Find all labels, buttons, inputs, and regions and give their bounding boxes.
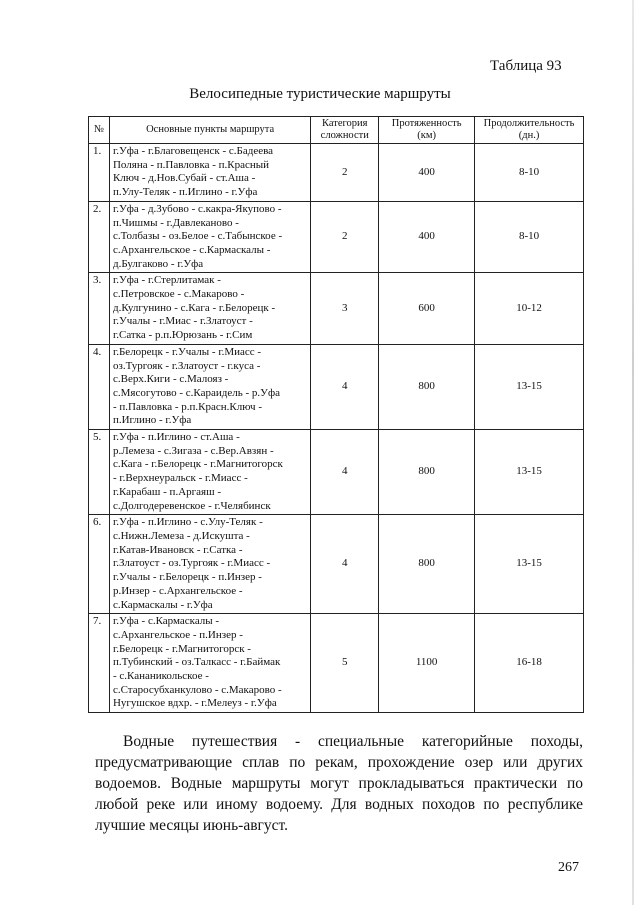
row-duration: 8-10 [475,201,584,273]
table-row [89,273,584,345]
row-length: 800 [379,430,475,515]
row-category: 4 [311,430,379,515]
row-duration: 13-15 [475,430,584,515]
page-edge [632,0,634,905]
header-route: Основные пункты маршрута [109,117,310,144]
body-paragraph: Водные путешествия - специальные категорийные походы, предусматривающие сплав по рекам, прохождение озер или других водоемов. Водные маршруты могут прокладываться практически по любой реке или иному водоему. Для водных походов по республике лучшие месяцы июнь-август. [95,733,583,834]
row-category: 4 [311,515,379,614]
row-length: 400 [379,144,475,202]
row-length: 800 [379,515,475,614]
row-duration: 16-18 [475,614,584,713]
table-row [89,430,584,515]
row-category: 4 [311,344,379,429]
table-row [89,201,584,273]
row-num: 5. [89,430,110,515]
header-length: Протяженность (км) [379,117,475,144]
row-num: 1. [89,144,110,202]
row-category: 3 [311,273,379,345]
row-route: г.Уфа - п.Иглино - ст.Аша - р.Лемеза - с.Зигаза - с.Вер.Авзян - с.Кага - г.Белорецк - г.Магнитогорск - г.Верхнеуральск - г.Миасс - г.Карабаш - п.Аргаяш - с.Долгодеревенское - г.Челябинск [109,430,310,515]
row-route: г.Уфа - г.Стерлитамак - с.Петровское - с.Макарово - д.Кулгунино - с.Кага - г.Белорецк - г.Учалы - г.Миас - г.Златоуст - г.Сатка - р.п.Юрюзань - г.Сим [109,273,310,345]
row-duration: 10-12 [475,273,584,345]
row-num: 6. [89,515,110,614]
table-title: Велосипедные туристические маршруты [189,86,451,102]
row-category: 5 [311,614,379,713]
page-number: 267 [558,860,579,875]
row-route: г.Белорецк - г.Учалы - г.Миасс - оз.Тургояк - г.Златоуст - г.куса - с.Верх.Киги - с.Малояз - с.Мясогутово - с.Караидель - р.Уфа - п.Павловка - р.п.Красн.Ключ - п.Иглино - г.Уфа [109,344,310,429]
table-row [89,144,584,202]
row-duration: 13-15 [475,515,584,614]
routes-table [88,116,584,713]
row-category: 2 [311,144,379,202]
header-category: Категория сложности [311,117,379,144]
table-row [89,344,584,429]
row-length: 600 [379,273,475,345]
row-route: г.Уфа - с.Кармаскалы - с.Архангельское - п.Инзер - г.Белорецк - г.Магнитогорск - п.Тубинский - оз.Талкасс - г.Баймак - с.Кананикольское - с.Старосубханкулово - с.Макарово - Нугушское вдхр. - г.Мелеуз - г.Уфа [109,614,310,713]
row-duration: 8-10 [475,144,584,202]
row-category: 2 [311,201,379,273]
row-length: 400 [379,201,475,273]
row-route: г.Уфа - д.Зубово - с.какра-Якупово - п.Чишмы - г.Давлеканово - с.Толбазы - оз.Белое - с.Табынское - с.Архангельское - с.Кармаскалы - д.Булгаково - г.Уфа [109,201,310,273]
row-route: г.Уфа - п.Иглино - с.Улу-Теляк - с.Нижн.Лемеза - д.Искуштa - г.Катав-Ивановск - г.Сатка - г.Златоуст - оз.Тургояк - г.Миасс - г.Учалы - г.Белорецк - п.Инзер - р.Инзер - с.Архангельское - с.Кармаскалы - г.Уфа [109,515,310,614]
row-length: 800 [379,344,475,429]
row-route: г.Уфа - г.Благовещенск - с.Бадеева Поляна - п.Павловка - п.Красный Ключ - д.Нов.Субай - ст.Аша - п.Улу-Теляк - п.Иглино - г.Уфа [109,144,310,202]
row-length: 1100 [379,614,475,713]
table-label: Таблица 93 [490,58,562,74]
row-duration: 13-15 [475,344,584,429]
table-header-row [89,117,584,144]
row-num: 7. [89,614,110,713]
header-duration: Продолжительность (дн.) [475,117,584,144]
row-num: 2. [89,201,110,273]
header-num: № [89,117,110,144]
table-row [89,515,584,614]
row-num: 3. [89,273,110,345]
table-row [89,614,584,713]
row-num: 4. [89,344,110,429]
